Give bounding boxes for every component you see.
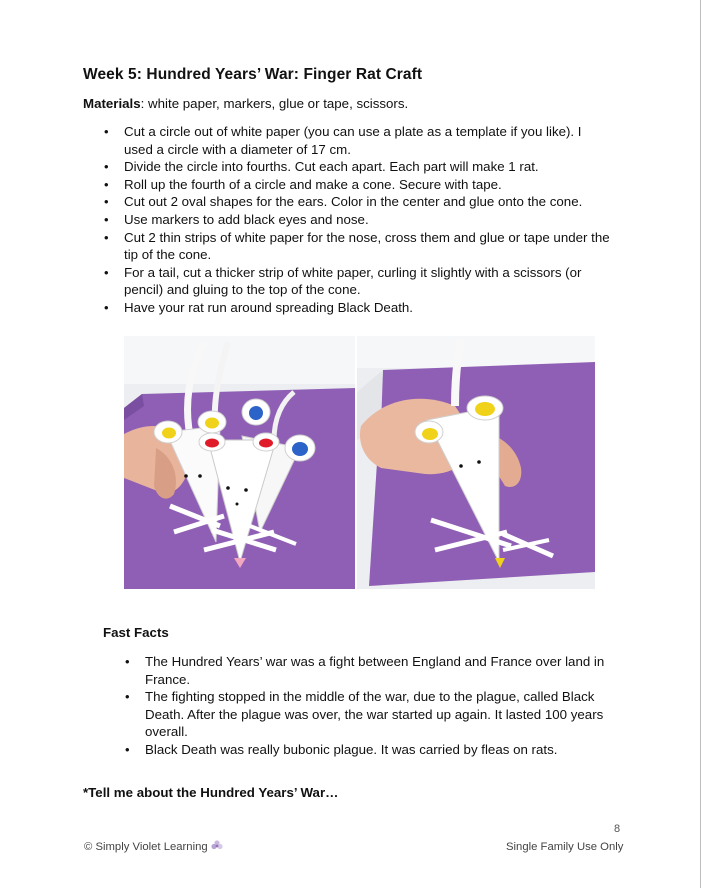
materials-text: : white paper, markers, glue or tape, scissors. [140,96,409,111]
copyright-text: © Simply Violet Learning [84,841,208,853]
materials-label: Materials [83,96,141,111]
list-item: • The fighting stopped in the middle of the war, due to the plague, called Black Death. After the plague was over, the war started up again. It lasted 100 years overall. [145,688,625,741]
page-edge [700,0,701,888]
list-item: • Roll up the fourth of a circle and make a cone. Secure with tape. [124,176,614,194]
footer-copyright-line [84,840,223,853]
list-item: • Cut a circle out of white paper (you can use a plate as a template if you like). I used a circle with a diameter of 17 cm. [124,123,614,158]
page-title: Week 5: Hundred Years’ War: Finger Rat Craft [83,66,423,83]
single-rat-photo [357,336,595,589]
list-item: • For a tail, cut a thicker strip of white paper, curling it slightly with a scissors (or pencil) and gluing to the top of the cone. [124,264,614,299]
page-number: 8 [614,823,621,835]
fast-facts-list [145,653,625,759]
fast-facts-heading: Fast Facts [103,625,169,640]
list-item: • Black Death was really bubonic plague. It was carried by fleas on rats. [145,741,625,759]
list-item: • Cut out 2 oval shapes for the ears. Color in the center and glue onto the cone. [124,193,614,211]
instructions-list [124,123,614,317]
list-item: • The Hundred Years’ war was a fight between England and France over land in France. [145,653,625,688]
discussion-prompt: *Tell me about the Hundred Years’ War… [83,785,339,800]
footer-license: Single Family Use Only [506,841,624,853]
list-item: • Divide the circle into fourths. Cut each apart. Each part will make 1 rat. [124,158,614,176]
three-rats-photo [124,336,355,589]
list-item: • Cut 2 thin strips of white paper for the nose, cross them and glue or tape under the tip of the cone. [124,229,614,264]
list-item: • Use markers to add black eyes and nose. [124,211,614,229]
list-item: • Have your rat run around spreading Black Death. [124,299,614,317]
materials-line [83,96,408,111]
flower-logo-icon [211,840,223,852]
craft-photos [124,336,595,589]
